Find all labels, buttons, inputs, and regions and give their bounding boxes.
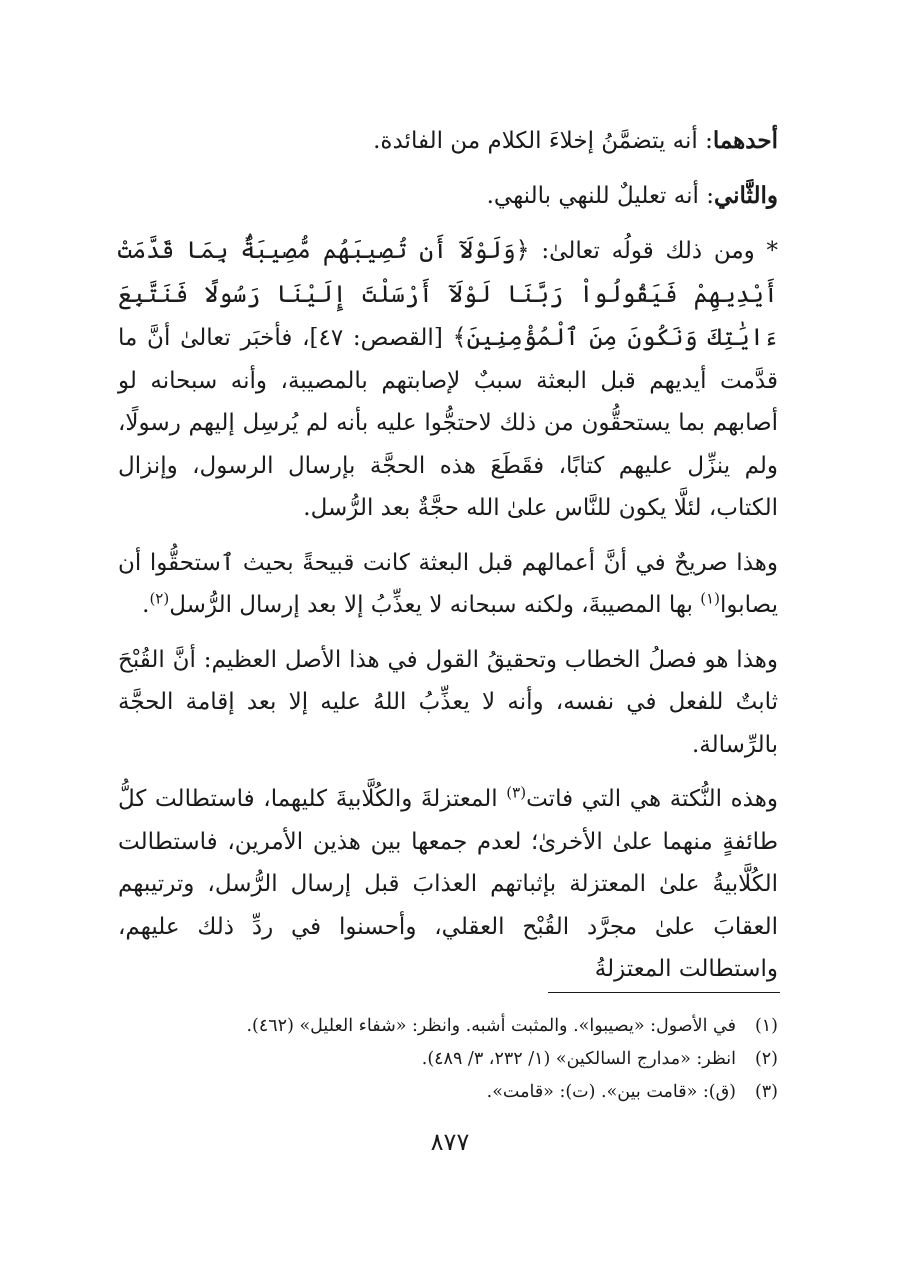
footnote-text: في الأصول: «يصيبوا». والمثبت أشبه. وانظر: «شفاء العليل» (٤٦٢).: [246, 1016, 736, 1036]
footnote-item: [118, 1010, 778, 1043]
footnote-number: (١): [754, 1016, 778, 1036]
paragraph-text: .: [142, 592, 150, 618]
paragraph-first: [118, 120, 778, 163]
footnote-text: (ق): «قامت بين». (ت): «قامت».: [486, 1082, 736, 1102]
paragraph-text: وهذا صريحٌ في أنَّ أعمالهم قبل البعثة كانت قبيحةً بحيث ٱستحقُّوا أن يصابوا: [118, 549, 778, 618]
footnote-ref-2[interactable]: (٢): [149, 589, 170, 608]
paragraph-intro: * ومن ذلك قولُه تعالىٰ:: [529, 238, 778, 264]
main-text: [118, 120, 778, 991]
paragraph-text: بها المصيبةَ، ولكنه سبحانه لا يعذِّبُ إلا بعد إرسال الرُّسل: [169, 592, 701, 618]
paragraph-text: [القصص: ٤٧]، فأخبَر تعالىٰ أنَّ ما قدَّمت أيديهم قبل البعثة سببٌ لإصابتهم بالمصيبة، وأنه سبحانه لو أصابهم بما يستحقُّون من ذلك لاحتجُّوا عليه بأنه لم يُرسِل إليهم رسولًا، ولم ينزِّل عليهم كتابًا، فقَطَعَ هذه الحجَّة بإرسال الرسول، وإنزال الكتاب، لئلَّا يكون للنَّاس علىٰ الله حجَّةٌ بعد الرُّسل.: [118, 325, 778, 521]
footnote-divider: [548, 992, 780, 993]
footnote-ref-1[interactable]: (١): [700, 589, 720, 608]
footnotes: [118, 1010, 778, 1109]
paragraph-point: [118, 778, 778, 991]
paragraph-text: : أنه تعليلٌ للنهي بالنهي.: [486, 182, 714, 209]
paragraph-decisive: [118, 639, 778, 767]
lead-word: أحدهما: [712, 127, 778, 154]
footnote-text: انظر: «مدارج السالكين» (١/ ٢٣٢، ٣/ ٤٨٩).: [421, 1049, 736, 1069]
page-number: ٨٧٧: [430, 1128, 470, 1156]
footnote-number: (٣): [754, 1082, 778, 1102]
quran-verse: ﴿وَلَوْلَآ أَن تُصِيبَهُم مُّصِيبَةٌۢ بِمَا قَدَّمَتْ أَيْدِيهِمْ فَيَقُولُواْ رَبَّنَا لَوْلَآ أَرْسَلْتَ إِلَيْنَا رَسُولًا فَنَتَّبِعَ ءَايَٰتِكَ وَنَكُونَ مِنَ ٱلْمُؤْمِنِينَ﴾: [118, 236, 778, 351]
paragraph-text: : أنه يتضمَّنُ إخلاءَ الكلام من الفائدة.: [373, 128, 713, 154]
paragraph-text: وهذه النُّكتة هي التي فاتت: [526, 786, 778, 812]
footnote-number: (٢): [754, 1049, 778, 1069]
paragraph-second: [118, 175, 778, 218]
footnote-item: [118, 1043, 778, 1076]
lead-word: والثَّاني: [713, 181, 778, 209]
footnote-ref-3[interactable]: (٣): [506, 783, 527, 802]
paragraph-verse-commentary: [118, 229, 778, 530]
footnote-item: [118, 1076, 778, 1109]
paragraph-text: المعتزلةَ والكُلَّابيةَ كليهما، فاستطالت كلُّ طائفةٍ منهما علىٰ الأخرىٰ؛ لعدم جمعها بين هذين الأمرين، فاستطالت الكُلَّابيةُ علىٰ المعتزلة بإثباتهم العذابَ قبل إرسال الرُّسل، وترتيبهم العقابَ علىٰ مجرَّد القُبْح العقلي، وأحسنوا في ردِّ ذلك عليهم، واستطالت المعتزلةُ: [118, 786, 778, 982]
paragraph-explicit: [118, 542, 778, 627]
paragraph-text: وهذا هو فصلُ الخطاب وتحقيقُ القول في هذا الأصل العظيم: أنَّ القُبْحَ ثابتٌ للفعل في نفسه، وأنه لا يعذِّبُ اللهُ عليه إلا بعد إقامة الحجَّة بالرِّسالة.: [118, 646, 778, 758]
